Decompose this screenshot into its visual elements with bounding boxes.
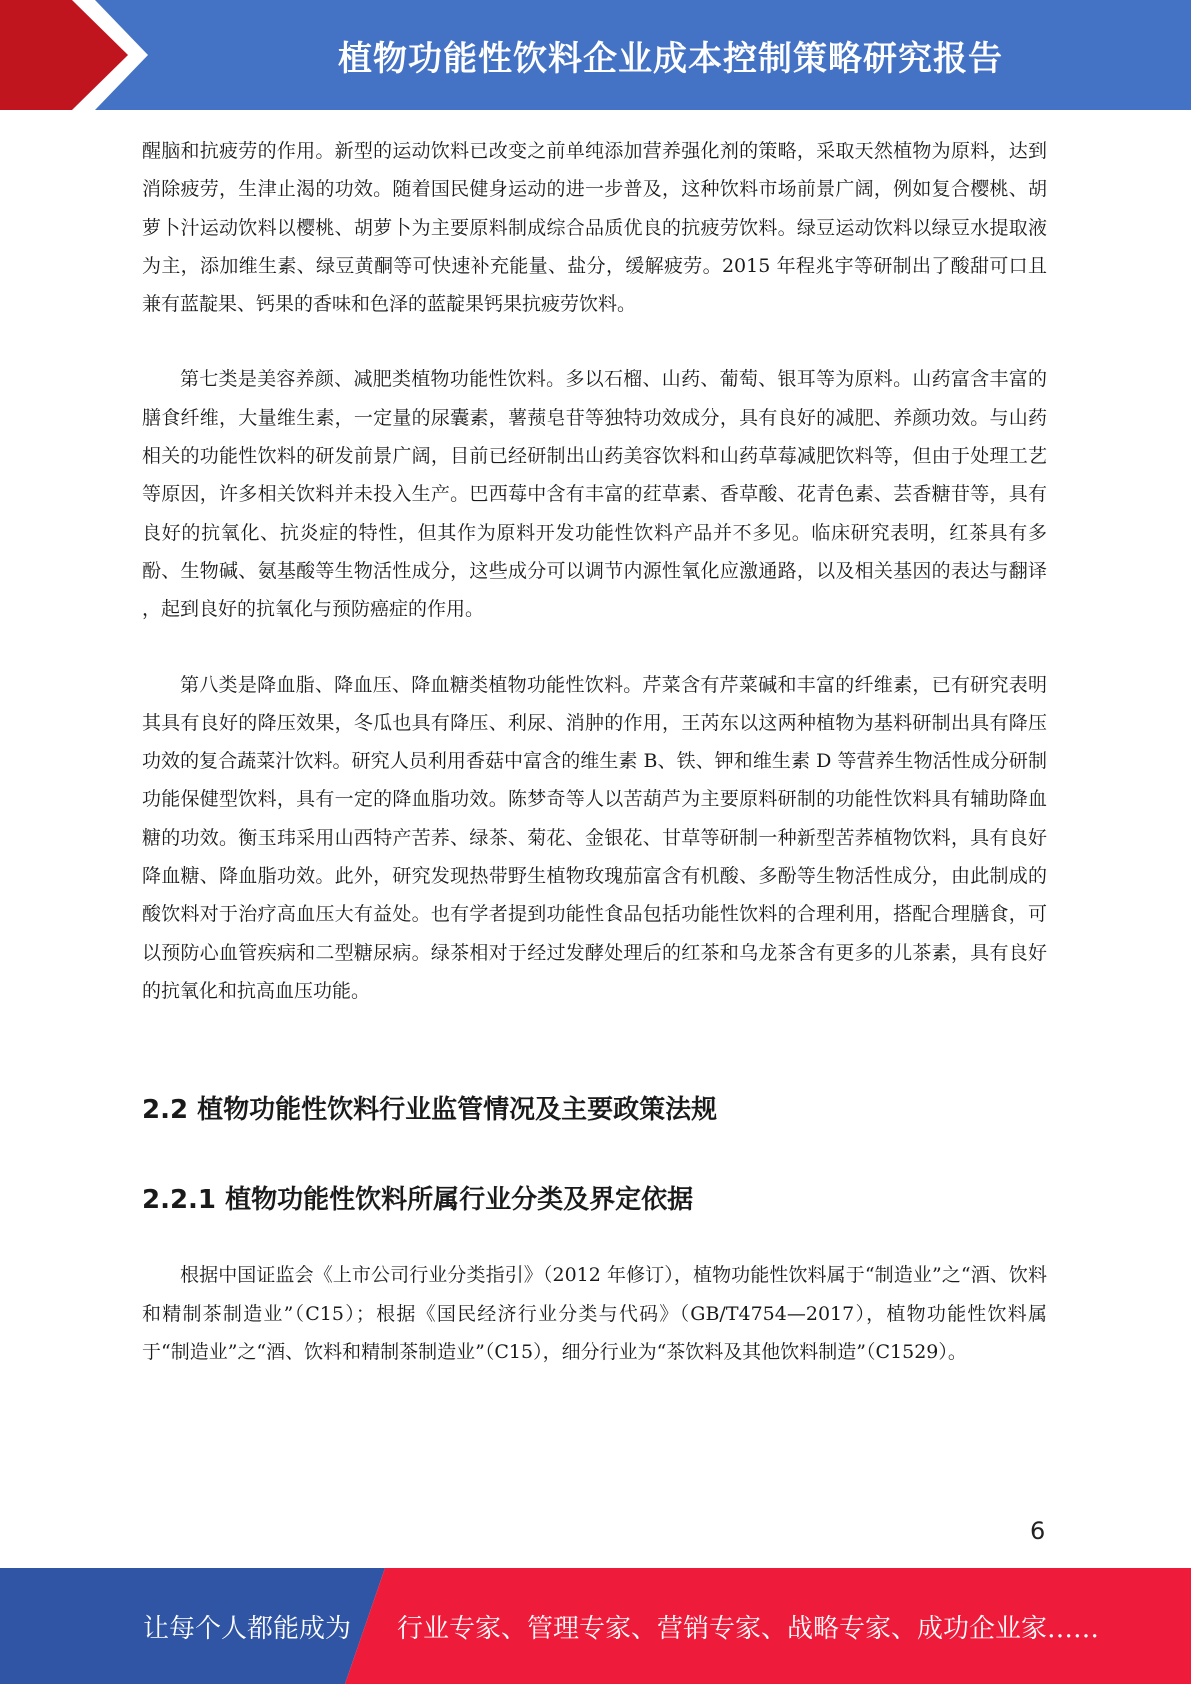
paragraph-hypotensive-drinks: 第八类是降血脂、降血压、降血糖类植物功能性饮料。芹菜含有芹菜碱和丰富的纤维素，已有研究表明其具有良好的降压效果，冬瓜也具有降压、利尿、消肿的作用，王芮东以这两种植物为基料研制出具有降压功效的复合蔬菜汁饮料。研究人员利用香菇中富含的维生素 B、铁、钾和维生素 D 等营养生物活性成分研制功能保健型饮料，具有一定的降血脂功效。陈梦奇等人以苦葫芦为主要原料研制的功能性饮料具有辅助降血糖的功效。衡玉玮采用山西特产苦荞、绿茶、菊花、金银花、甘草等研制一种新型苦荞植物饮料，具有良好降血糖、降血脂功效。此外，研究发现热带野生植物玫瑰茄富含有机酸、多酚等生物活性成分，由此制成的酸饮料对于治疗高血压大有益处。也有学者提到功能性食品包括功能性饮料的合理利用，搭配合理膳食，可以预防心血管疾病和二型糖尿病。绿茶相对于经过发酵处理后的红茶和乌龙茶含有更多的儿茶素，具有良好的抗氧化和抗高血压功能。 [142,673,1047,1002]
header-title: 植物功能性饮料企业成本控制策略研究报告 [338,38,1003,79]
footer-slogan-right: 行业专家、管理专家、营销专家、战略专家、成功企业家…… [397,1613,1100,1644]
paragraph-beauty-drinks: 第七类是美容养颜、减肥类植物功能性饮料。多以石榴、山药、葡萄、银耳等为原料。山药富含丰富的膳食纤维，大量维生素，一定量的尿囊素，薯蓣皂苷等独特功效成分，具有良好的减肥、养颜功效。与山药相关的功能性饮料的研发前景广阔，目前已经研制出山药美容饮料和山药草莓减肥饮料等，但由于处理工艺等原因，许多相关饮料并未投入生产。巴西莓中含有丰富的荭草素、香草酸、花青色素、芸香糖苷等，具有良好的抗氧化、抗炎症的特性，但其作为原料开发功能性饮料产品并不多见。临床研究表明，红茶具有多酚、生物碱、氨基酸等生物活性成分，这些成分可以调节内源性氧化应激通路，以及相关基因的表达与翻译 ，起到良好的抗氧化与预防癌症的作用。 [142,368,1047,621]
footer-slogan-left: 让每个人都能成为 [143,1613,352,1644]
page-header [0,0,1191,110]
paragraph-sports-drinks: 醒脑和抗疲劳的作用。新型的运动饮料已改变之前单纯添加营养强化剂的策略，采取天然植物为原料，达到消除疲劳，生津止渴的功效。随着国民健身运动的进一步普及，这种饮料市场前景广阔，例如复合樱桃、胡萝卜汁运动饮料以樱桃、胡萝卜为主要原料制成综合品质优良的抗疲劳饮料。绿豆运动饮料以绿豆水提取液为主，添加维生素、绿豆黄酮等可快速补充能量、盐分，缓解疲劳。2015 年程兆宇等研制出了酸甜可口且兼有蓝靛果、钙果的香味和色泽的蓝靛果钙果抗疲劳饮料。 [142,140,1047,316]
page-number: 6 [1030,1517,1046,1545]
section-heading-2-2: 2.2 植物功能性饮料行业监管情况及主要政策法规 [142,1095,718,1126]
paragraph-industry-classification: 根据中国证监会《上市公司行业分类指引》（2012 年修订），植物功能性饮料属于“制造业”之“酒、饮料和精制茶制造业”（C15）；根据《国民经济行业分类与代码》（GB/T4754—2017），植物功能性饮料属于“制造业”之“酒、饮料和精制茶制造业”（C15），细分行业为“茶饮料及其他饮料制造”（C1529）。 [142,1264,1047,1363]
main-content [142,132,1047,1371]
section-heading-2-2-1: 2.2.1 植物功能性饮料所属行业分类及界定依据 [142,1185,694,1216]
page-footer [0,1568,1191,1684]
